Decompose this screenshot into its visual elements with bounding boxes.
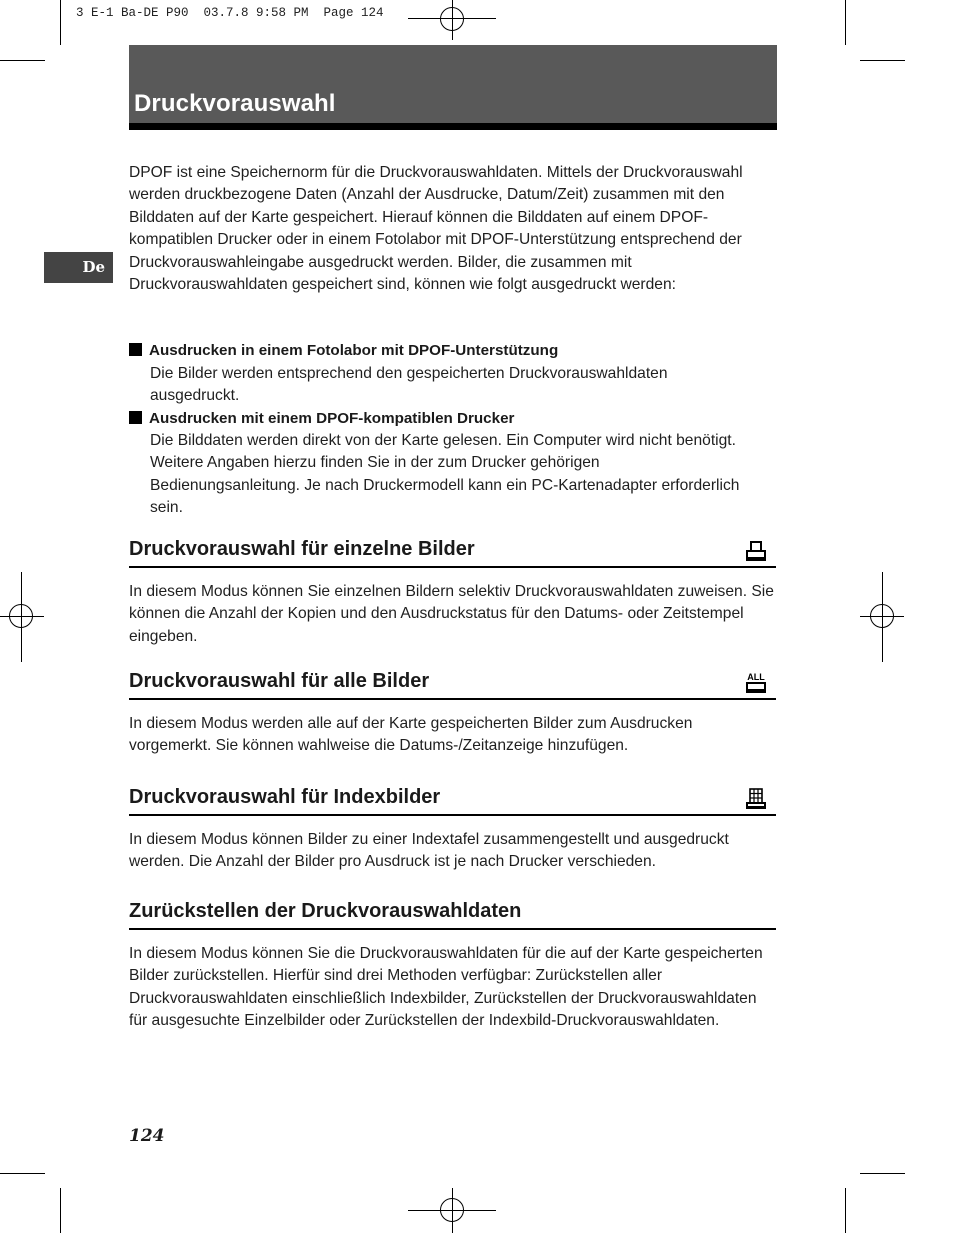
section-body-reset: In diesem Modus können Sie die Druckvorauswahldaten für die auf der Karte gespeicherten Bilder zurückstellen. Hierfür sind drei Methoden verfügbar: Zurückstellen aller Druckvorauswahldaten einschließlich Indexbilder, Zurückstellen der Druckvorauswahldaten für ausgesuchte Einzelbilder oder Zurückstellen der Indexbild-Druckvorauswahldaten. xyxy=(129,945,763,1030)
section-heading-text: Druckvorauswahl für alle Bilder xyxy=(129,670,430,692)
bullet-square-icon xyxy=(129,411,142,424)
section-heading-text: Zurückstellen der Druckvorauswahldaten xyxy=(129,900,522,922)
sub-body-photo-lab: Die Bilder werden entsprechend den gespeicherten Druckvorauswahldaten ausgedruckt. xyxy=(150,365,668,405)
section-heading-text: Druckvorauswahl für einzelne Bilder xyxy=(129,538,475,560)
sub-heading-photo-lab xyxy=(129,342,558,359)
page-number: 124 xyxy=(129,1126,165,1146)
print-slug: 3 E-1 Ba-DE P90 03.7.8 9:58 PM Page 124 xyxy=(76,6,384,20)
section-body-all: In diesem Modus werden alle auf der Karte gespeicherten Bilder zum Ausdrucken vorgemerkt. Sie können wahlweise die Datums-/Zeitanzeige hinzufügen. xyxy=(129,715,693,755)
section-body-single: In diesem Modus können Sie einzelnen Bildern selektiv Druckvorauswahldaten zuweisen. Sie können die Anzahl der Kopien und den Ausdruckstatus für den Datums- oder Zeitstempel eingeben. xyxy=(129,583,774,645)
intro-paragraph: DPOF ist eine Speichernorm für die Druckvorauswahldaten. Mittels der Druckvorauswahl werden druckbezogene Daten (Anzahl der Ausdrucke, Datum/Zeit) zusammen mit den Bilddaten auf der Karte gespeichert. Hierauf können die Bilddaten auf einem DPOF-kompatiblen Drucker oder in einem Fotolabor mit DPOF-Unterstützung entsprechend der Druckvorauswahleingabe ausgedruckt werden. Bilder, die zusammen mit Druckvorauswahldaten gespeichert sind, können wie folgt ausgedruckt werden: xyxy=(129,164,743,294)
title-rule xyxy=(129,123,777,130)
section-heading-text: Druckvorauswahl für Indexbilder xyxy=(129,786,441,808)
section-heading-all xyxy=(129,670,776,700)
sub-heading-printer xyxy=(129,410,514,427)
sub-heading-text: Ausdrucken in einem Fotolabor mit DPOF-Unterstützung xyxy=(149,342,559,359)
section-body-index: In diesem Modus können Bilder zu einer Indextafel zusammengestellt und ausgedruckt werden. Die Anzahl der Bilder pro Ausdruck ist je nach Drucker verschieden. xyxy=(129,831,729,871)
all-icon-label: ALL xyxy=(747,672,765,682)
page-title: Druckvorauswahl xyxy=(134,90,336,117)
sub-body-printer: Die Bilddaten werden direkt von der Karte gelesen. Ein Computer wird nicht benötigt. Weitere Angaben hierzu finden Sie in der zum Drucker gehörigen Bedienungsanleitung. Je nach Druckermodell kann ein PC-Kartenadapter erforderlich sein. xyxy=(150,432,740,517)
all-print-icon xyxy=(744,671,768,695)
single-print-icon xyxy=(744,539,768,563)
section-heading-reset xyxy=(129,900,776,930)
sub-heading-text: Ausdrucken mit einem DPOF-kompatiblen Drucker xyxy=(149,410,515,427)
language-tab: De xyxy=(44,252,113,283)
section-heading-index xyxy=(129,786,776,816)
index-print-icon xyxy=(744,787,768,811)
bullet-square-icon xyxy=(129,343,142,356)
section-heading-single xyxy=(129,538,776,568)
